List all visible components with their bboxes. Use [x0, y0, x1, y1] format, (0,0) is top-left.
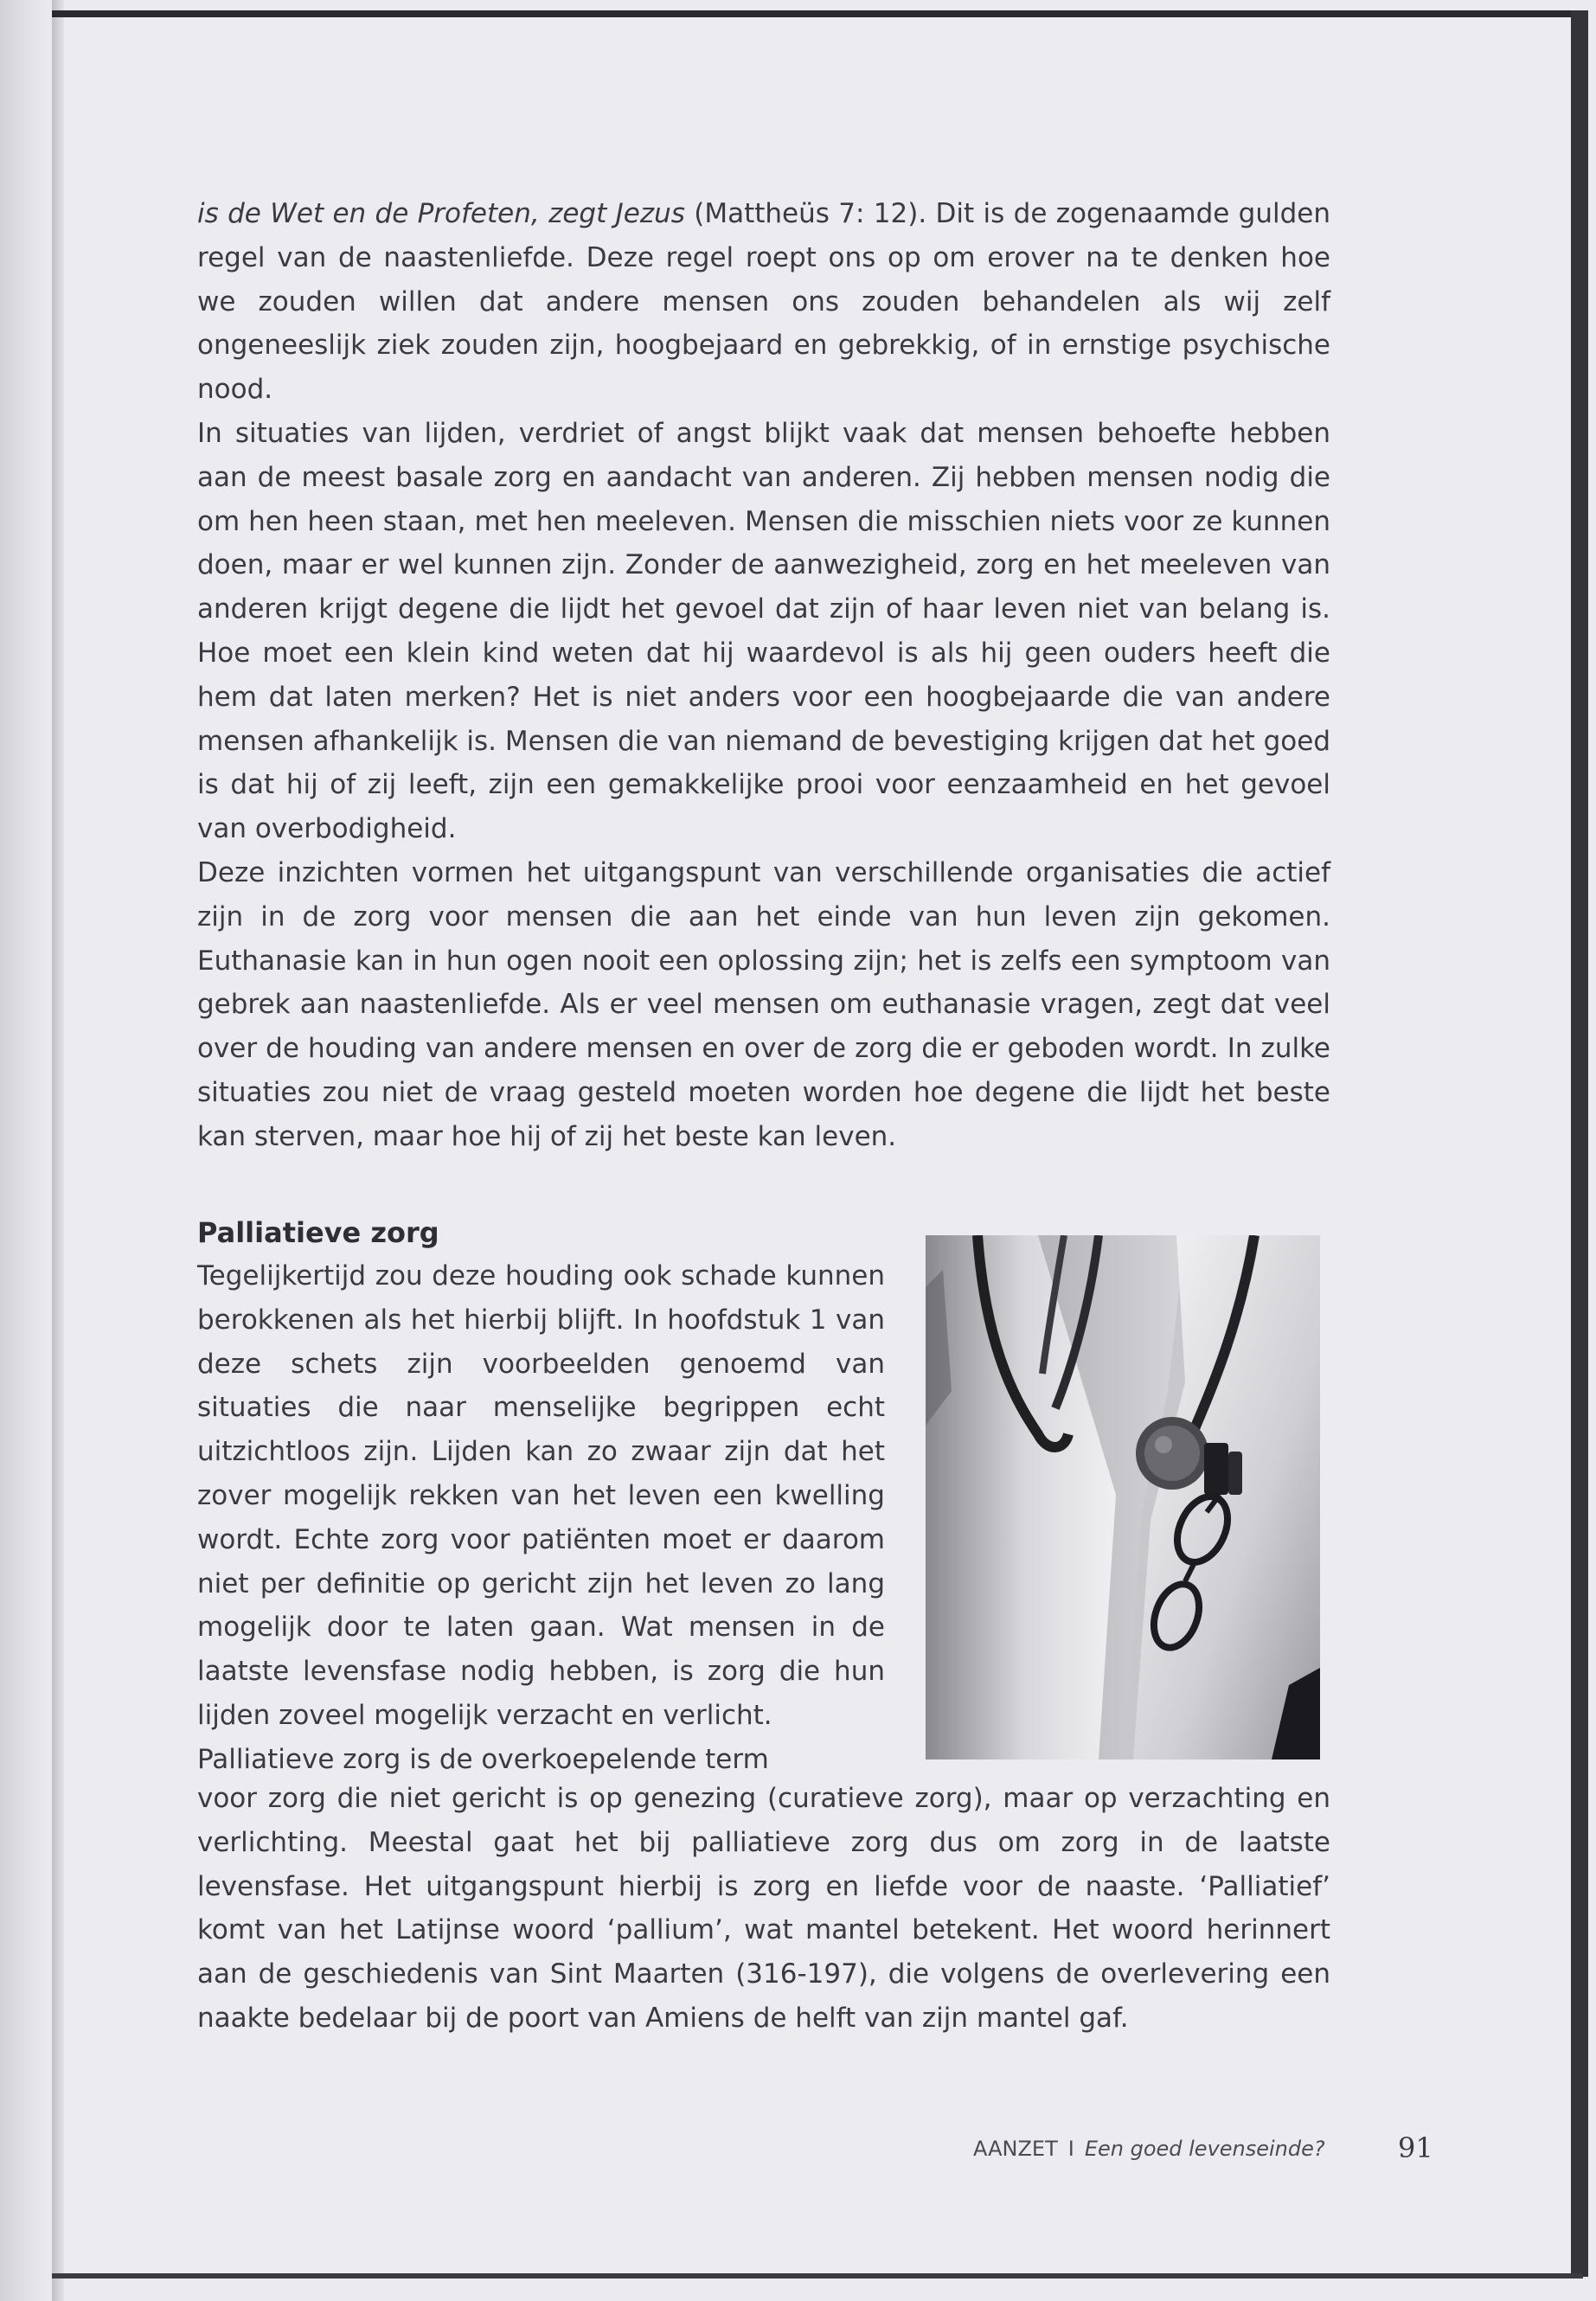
- page-edge-right: [1571, 10, 1588, 2277]
- paragraph-tegelijkertijd-text: Tegelijkertijd zou deze houding ook schade kunnen berokkenen als het hierbij blijft. In hoofdstuk 1 van deze schets zijn voorbeelden genoemd van situaties die naar menselijke begrippen echt uitzichtloos zijn. Lijden kan zo zwaar zijn dat het zover mogelijk rekken van het leven een kwelling wordt. Echte zorg voor patiënten moet er daarom niet per definitie op gericht zijn het leven zo lang mogelijk door te laten gaan. Wat mensen in de laatste levensfase nodig hebben, is zorg die hun lijden zoveel mogelijk verzacht en verlicht.: [197, 1260, 885, 1731]
- footer-separator: I: [1067, 2137, 1074, 2161]
- page-edge-bottom: [52, 2273, 1583, 2279]
- page-number: 91: [1398, 2131, 1433, 2164]
- paragraph-rest: (Mattheüs 7: 12). Dit is de zogenaamde gulden regel van de naastenliefde. Deze regel roept ons op om erover na te denken hoe we zouden willen dat andere mensen ons zouden behandelen als wij zelf ongeneeslijk ziek zouden zijn, hoogbejaard en gebrekkig, of in ernstige psychische nood.: [197, 198, 1331, 406]
- section-heading: Palliatieve zorg: [197, 1216, 439, 1249]
- paragraph-lead-italic: is de Wet en de Profeten, zegt Jezus: [197, 198, 685, 229]
- running-footer: [973, 2137, 1325, 2161]
- paragraph-palliatief-rest: voor zorg die niet gericht is op genezing (curatieve zorg), maar op verzachting en verlichting. Meestal gaat het bij palliatieve zorg dus om zorg in de laatste levensfase. Het uitgangspunt hierbij is zorg en liefde voor de naaste. ‘Palliatief’ komt van het Latijnse woord ‘pallium’, wat mantel betekent. Het woord herinnert aan de geschiedenis van Sint Maarten (316-197), die volgens de overlevering een naakte bedelaar bij de poort van Amiens de helft van zijn mantel gaf.: [197, 1783, 1330, 2034]
- paragraph-tegelijkertijd: [197, 1254, 885, 1782]
- doctor-stethoscope-photo: [926, 1235, 1320, 1759]
- page-edge-left: [52, 0, 64, 2301]
- paragraph-inzichten: Deze inzichten vormen het uitgangspunt van verschillende organisaties die actief zijn in de zorg voor mensen die aan het einde van hun leven zijn gekomen. Euthanasie kan in hun ogen nooit een oplossing zijn; het is zelfs een symptoom van gebrek aan naastenliefde. Als er veel mensen om euthanasie vragen, zegt dat veel over de houding van andere mensen en over de zorg die er geboden wordt. In zulke situaties zou niet de vraag gesteld moeten worden hoe degene die lijdt het beste kan sterven, maar hoe hij of zij het beste kan leven.: [197, 856, 1330, 1152]
- paragraph-gulden-regel: [197, 192, 1330, 412]
- footer-series: AANZET: [973, 2137, 1058, 2161]
- paragraph-lijden: In situaties van lijden, verdriet of angst blijkt vaak dat mensen behoefte hebben aan de meest basale zorg en aandacht van anderen. Zij hebben mensen nodig die om hen heen staan, met hen meeleven. Mensen die misschien niets voor ze kunnen doen, maar er wel kunnen zijn. Zonder de aanwezigheid, zorg en het meeleven van anderen krijgt degene die lijdt het gevoel dat zijn of haar leven niet van belang is. Hoe moet een klein kind weten dat hij waardevol is als hij geen ouders heeft die hem dat laten merken? Het is niet anders voor een hoogbejaarde die van andere mensen afhankelijk is. Mensen die van niemand de bevestiging krijgen dat het goed is dat hij of zij leeft, zijn een gemakkelijke prooi voor eenzaamheid en het gevoel van overbodigheid.: [197, 417, 1330, 845]
- main-text-block: [197, 192, 1330, 1159]
- page-edge-top: [52, 10, 1574, 17]
- footer-subtitle: Een goed levenseinde?: [1084, 2137, 1325, 2161]
- binding-shadow: [0, 0, 52, 2301]
- paragraph-palliatief-start: Palliatieve zorg is de overkoepelende term: [197, 1743, 769, 1775]
